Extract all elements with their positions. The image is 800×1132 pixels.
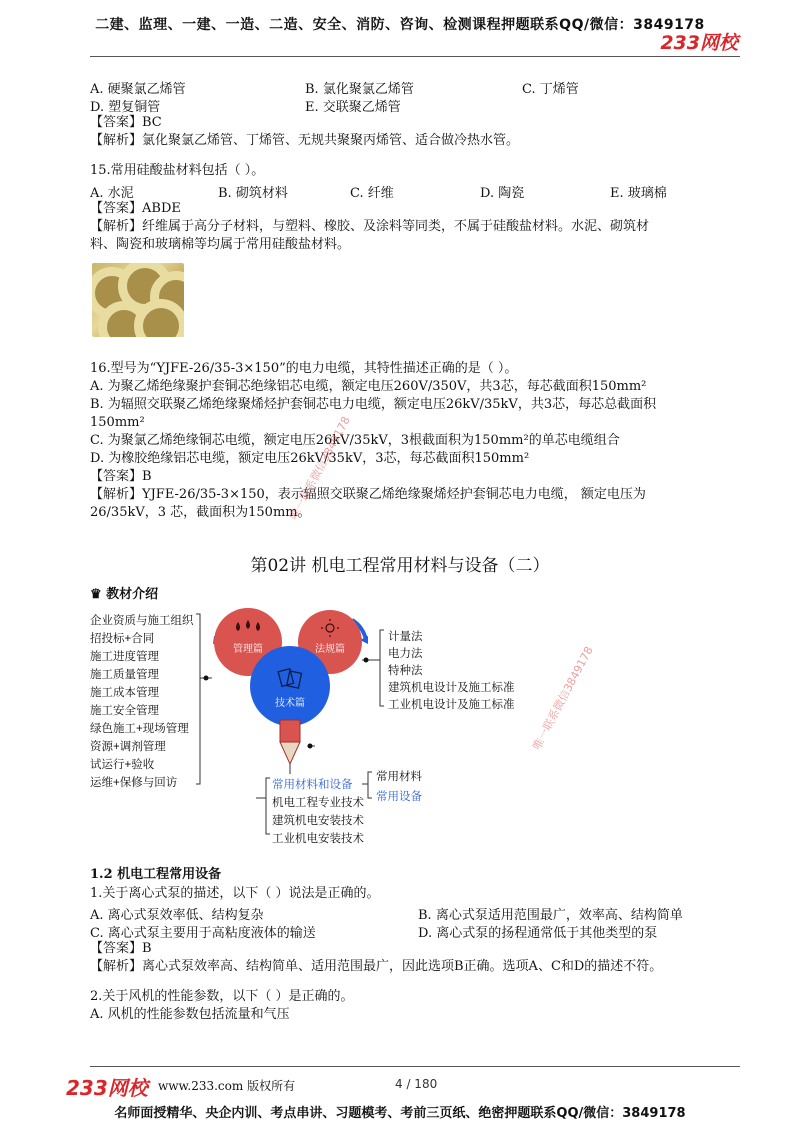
bottom-item-1: 常用材料和设备 <box>272 779 353 791</box>
watermark-2: 唯一联系微信3849178 <box>530 644 596 753</box>
logo-233: 233网校 <box>660 32 738 54</box>
footer-site: www.233.com 版权所有 <box>158 1079 296 1093</box>
bottom-item-4: 工业机电安装技术 <box>272 833 364 845</box>
q15-option-e: E. 玻璃棉 <box>610 186 667 201</box>
q16-analysis-line2: 26/35kV，3 芯，截面积为150mm。 <box>90 505 311 520</box>
right-item-4: 建筑机电设计及施工标准 <box>388 682 515 694</box>
left-item-8: 资源+调剂管理 <box>90 741 166 753</box>
circle-law-label: 法规篇 <box>315 644 345 655</box>
circle-management-label: 管理篇 <box>233 644 263 655</box>
left-item-10: 运维+保修与回访 <box>90 777 178 789</box>
circle-tech-label: 技术篇 <box>275 698 305 709</box>
left-item-5: 施工成本管理 <box>90 687 159 699</box>
right-item-3: 特种法 <box>388 665 423 677</box>
q14-option-a: A. 硬聚氯乙烯管 <box>90 82 186 97</box>
p1-question: 1.关于离心式泵的描述，以下（ ）说法是正确的。 <box>90 886 380 901</box>
q15-option-d: D. 陶瓷 <box>480 186 525 201</box>
p2-question: 2.关于风机的性能参数，以下（ ）是正确的。 <box>90 989 354 1004</box>
q15-option-c: C. 纤维 <box>350 186 394 201</box>
left-item-7: 绿色施工+现场管理 <box>90 723 189 735</box>
footer-logo: 233网校 <box>66 1076 148 1100</box>
p1-answer: 【答案】B <box>90 941 152 956</box>
q14-option-b: B. 氯化聚氯乙烯管 <box>305 82 414 97</box>
left-item-1: 企业资质与施工组织 <box>90 615 194 627</box>
sub-item-materials: 常用材料 <box>376 771 422 783</box>
footer-divider <box>90 1066 740 1067</box>
glass-wool-pipes-photo <box>92 263 184 337</box>
textbook-structure-diagram <box>90 608 560 868</box>
q14-answer: 【答案】BC <box>90 115 162 130</box>
pencil-tip-icon <box>280 742 300 764</box>
q15-option-a: A. 水泥 <box>90 186 134 201</box>
header-banner: 二建、监理、一建、一造、二造、安全、消防、咨询、检测课程押题联系QQ/微信：3849178 <box>95 17 705 33</box>
left-item-6: 施工安全管理 <box>90 705 159 717</box>
left-item-3: 施工进度管理 <box>90 651 159 663</box>
page-number: 4 / 180 <box>395 1077 438 1091</box>
q16-answer: 【答案】B <box>90 469 152 484</box>
watermark-1: 唯一联系微信3849178 <box>287 414 353 523</box>
p1-option-c: C. 离心式泵主要用于高粘度液体的输送 <box>90 926 316 941</box>
section-intro-heading: ♛ 教材介绍 <box>90 587 159 602</box>
q15-analysis-line2: 料、陶瓷和玻璃棉等均属于常用硅酸盐材料。 <box>90 237 351 252</box>
q14-option-e: E. 交联聚乙烯管 <box>305 100 401 115</box>
q16-option-b-line1: B. 为辐照交联聚乙烯绝缘聚烯烃护套铜芯电力电缆，额定电压26kV/35kV，共3芯，每芯总截面积 <box>90 397 657 412</box>
q15-option-b: B. 砌筑材料 <box>218 186 288 201</box>
section-1-2-heading: 1.2 机电工程常用设备 <box>90 867 222 882</box>
q16-option-a: A. 为聚乙烯绝缘聚护套铜芯绝缘铝芯电缆，额定电压260V/350V，共3芯，每芯截面积150mm² <box>90 379 647 394</box>
q15-answer: 【答案】ABDE <box>90 201 181 216</box>
left-item-4: 施工质量管理 <box>90 669 159 681</box>
right-item-1: 计量法 <box>388 631 423 643</box>
header-divider <box>90 56 740 57</box>
bottom-item-2: 机电工程专业技术 <box>272 797 364 809</box>
q16-option-b-line2: 150mm² <box>90 415 145 430</box>
p1-option-d: D. 离心式泵的扬程通常低于其他类型的泵 <box>418 926 658 941</box>
q15-question: 15.常用硅酸盐材料包括（ ）。 <box>90 163 265 178</box>
q16-analysis-line1: 【解析】YJFE-26/35-3×150，表示辐照交联聚乙烯绝缘聚烯烃护套铜芯电力电缆， 额定电压为 <box>90 487 646 502</box>
p1-option-b: B. 离心式泵适用范围最广，效率高、结构简单 <box>418 908 683 923</box>
q15-analysis-line1: 【解析】纤维属于高分子材料，与塑料、橡胶、及涂料等同类，不属于硅酸盐材料。水泥、砌筑材 <box>90 219 650 234</box>
chapter-title: 第02讲 机电工程常用材料与设备（二） <box>250 556 550 576</box>
q16-question: 16.型号为“YJFE-26/35-3×150”的电力电缆，其特性描述正确的是（ ）。 <box>90 361 518 376</box>
q16-option-c: C. 为聚氯乙烯绝缘铜芯电缆，额定电压26kV/35kV，3根截面积为150mm²的单芯电缆组合 <box>90 433 620 448</box>
pencil-body <box>280 720 300 742</box>
bottom-item-3: 建筑机电安装技术 <box>272 815 364 827</box>
left-item-2: 招投标+合同 <box>90 633 155 645</box>
left-item-9: 试运行+验收 <box>90 759 155 771</box>
p1-analysis: 【解析】离心式泵效率高、结构简单、适用范围最广，因此选项B正确。选项A、C和D的描述不符。 <box>90 959 663 974</box>
p2-option-a: A. 风机的性能参数包括流量和气压 <box>90 1007 290 1022</box>
footer-banner: 名师面授精华、央企内训、考点串讲、习题模考、考前三页纸、绝密押题联系QQ/微信：3849178 <box>114 1106 686 1121</box>
q14-option-c: C. 丁烯管 <box>522 82 579 97</box>
q16-option-d: D. 为橡胶绝缘铝芯电缆，额定电压26kV/35kV，3芯，每芯截面积150mm² <box>90 451 530 466</box>
q14-option-d: D. 塑复铜管 <box>90 100 161 115</box>
sub-item-equipment: 常用设备 <box>376 791 422 803</box>
q14-analysis: 【解析】氯化聚氯乙烯管、丁烯管、无规共聚聚丙烯管、适合做冷热水管。 <box>90 133 520 148</box>
p1-option-a: A. 离心式泵效率低、结构复杂 <box>90 908 264 923</box>
right-item-2: 电力法 <box>388 648 423 660</box>
right-item-5: 工业机电设计及施工标准 <box>388 699 515 711</box>
